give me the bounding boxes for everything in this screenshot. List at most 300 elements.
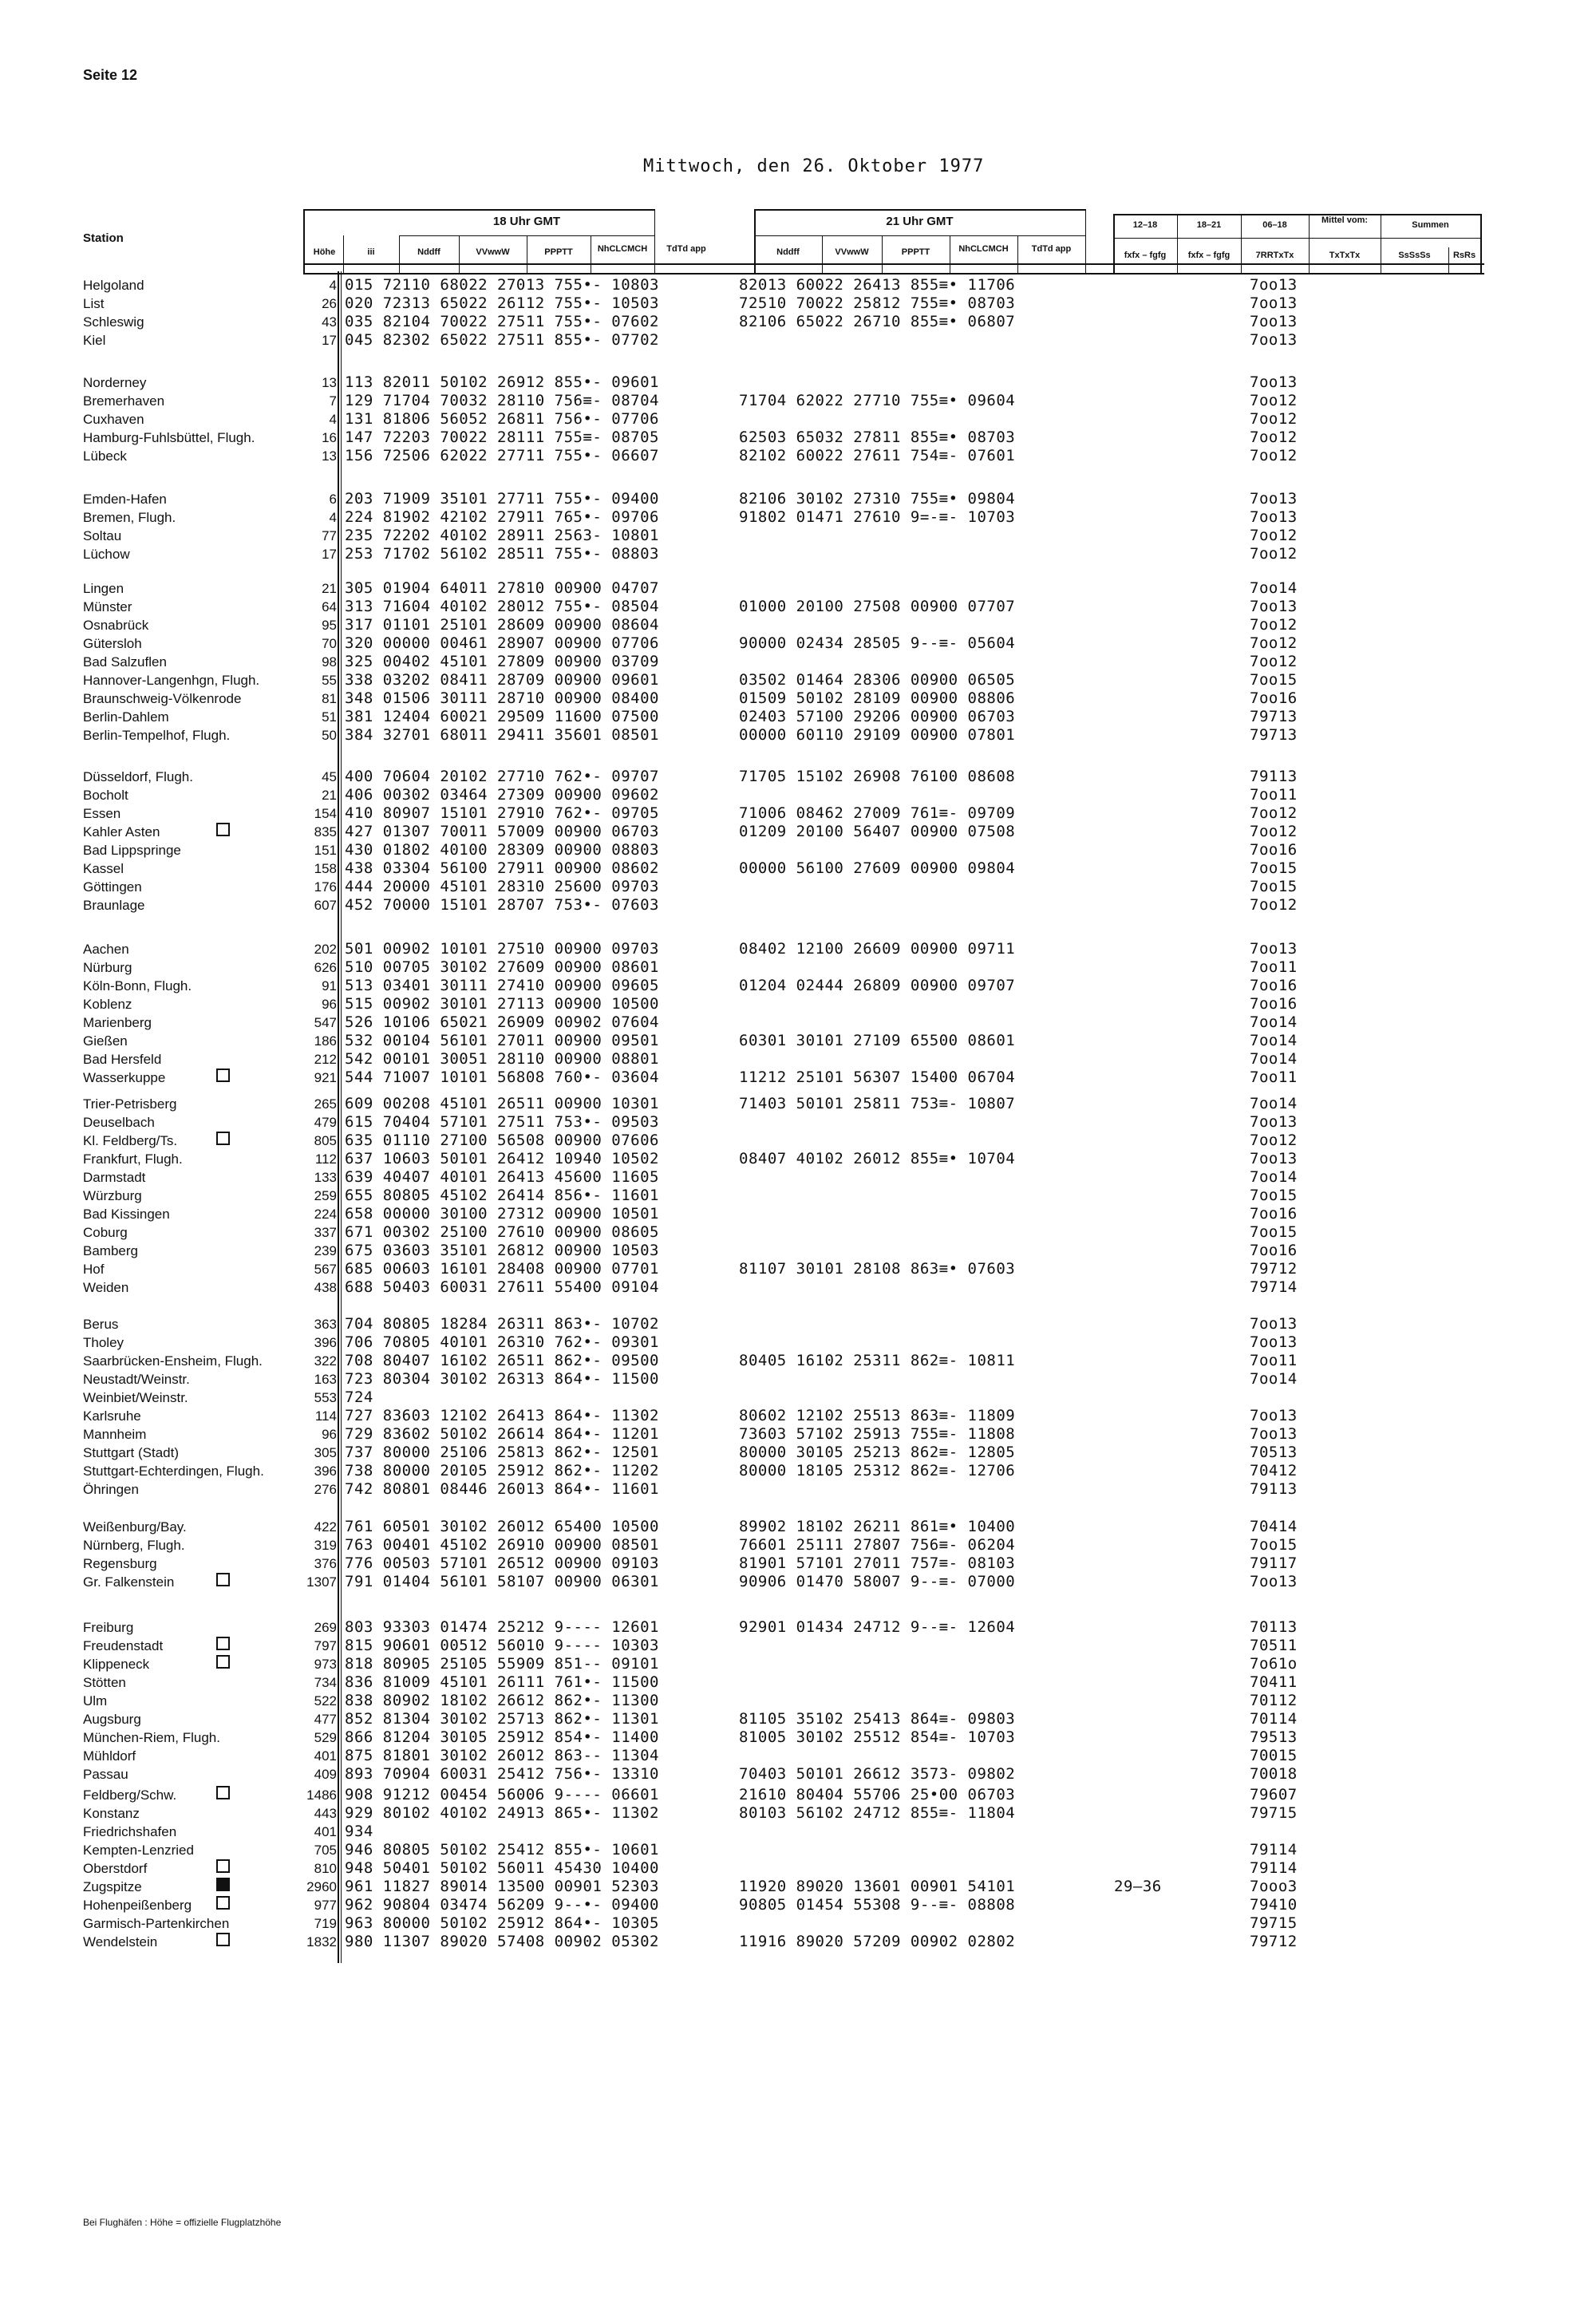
table-row — [0, 1518, 1596, 1536]
mittel-value: 7oo12 — [1250, 653, 1298, 670]
mittel-value: 79714 — [1250, 1278, 1298, 1296]
station-height: 17 — [322, 333, 337, 348]
table-row — [0, 527, 1596, 545]
obs-18-gmt: 515 00902 30101 27113 00900 10500 — [345, 995, 659, 1013]
mittel-value: 7oo13 — [1250, 598, 1298, 615]
station-height: 26 — [322, 296, 337, 311]
mittel-value: 7oo15 — [1250, 1187, 1298, 1204]
obs-18-gmt: 962 90804 03474 56209 9--•- 09400 — [345, 1896, 659, 1914]
mittel-value: 7oo11 — [1250, 786, 1298, 804]
station-name: Norderney — [83, 375, 147, 390]
open-square-icon — [216, 1132, 230, 1145]
obs-21-gmt: 08407 40102 26012 855≡• 10704 — [739, 1150, 1016, 1167]
station-name: Darmstadt — [83, 1170, 146, 1185]
table-row — [0, 1315, 1596, 1333]
mittel-value: 79114 — [1250, 1859, 1298, 1877]
table-row — [0, 1132, 1596, 1150]
open-square-icon — [216, 1933, 230, 1946]
table-row — [0, 1242, 1596, 1260]
station-name: Bad Hersfeld — [83, 1052, 162, 1067]
station-height: 239 — [314, 1243, 337, 1258]
mittel-value: 79114 — [1250, 1841, 1298, 1859]
mittel-value: 70414 — [1250, 1518, 1298, 1535]
station-name: Mühldorf — [83, 1748, 136, 1764]
station-height: 477 — [314, 1712, 337, 1727]
table-row — [0, 1050, 1596, 1069]
station-name: Zugspitze — [83, 1879, 142, 1894]
mittel-value: 7oo12 — [1250, 804, 1298, 822]
obs-18-gmt: 893 70904 60031 25412 756•- 13310 — [345, 1765, 659, 1783]
table-row — [0, 1352, 1596, 1370]
station-group — [0, 579, 1596, 745]
mittel-value: 7oo14 — [1250, 1032, 1298, 1049]
obs-21-gmt: 11212 25101 56307 15400 06704 — [739, 1069, 1016, 1086]
station-height: 154 — [314, 806, 337, 821]
mittel-value: 7oo16 — [1250, 689, 1298, 707]
mittel-value: 7oo13 — [1250, 490, 1298, 508]
obs-18-gmt: 961 11827 89014 13500 00901 52303 — [345, 1878, 659, 1895]
obs-21-gmt: 62503 65032 27811 855≡• 08703 — [739, 429, 1016, 446]
table-row — [0, 545, 1596, 563]
obs-21-gmt: 76601 25111 27807 756≡- 06204 — [739, 1536, 1016, 1554]
station-name: München-Riem, Flugh. — [83, 1730, 220, 1745]
station-group — [0, 1095, 1596, 1297]
station-height: 805 — [314, 1133, 337, 1148]
table-row — [0, 786, 1596, 804]
station-name: Weiden — [83, 1280, 129, 1295]
station-height: 21 — [322, 581, 337, 596]
mittel-value: 7oo13 — [1250, 373, 1298, 391]
table-row — [0, 1095, 1596, 1113]
group-21-header: 21 Uhr GMT — [886, 215, 954, 228]
station-name: Regensburg — [83, 1556, 157, 1571]
col18-ppptt: PPPTT — [544, 247, 573, 257]
station-height: 607 — [314, 898, 337, 913]
obs-18-gmt: 438 03304 56100 27911 00900 08602 — [345, 859, 659, 877]
table-row — [0, 878, 1596, 896]
station-height: 64 — [322, 599, 337, 614]
station-height: 186 — [314, 1033, 337, 1049]
table-row — [0, 1407, 1596, 1425]
station-height: 45 — [322, 769, 337, 784]
station-height: 734 — [314, 1675, 337, 1690]
table-row — [0, 1187, 1596, 1205]
station-name: Stuttgart-Echterdingen, Flugh. — [83, 1464, 264, 1479]
table-row — [0, 1480, 1596, 1499]
station-height: 4 — [329, 412, 337, 427]
obs-18-gmt: 348 01506 30111 28710 00900 08400 — [345, 689, 659, 707]
station-height: 224 — [314, 1207, 337, 1222]
obs-18-gmt: 963 80000 50102 25912 864•- 10305 — [345, 1914, 659, 1932]
obs-18-gmt: 737 80000 25106 25813 862•- 12501 — [345, 1444, 659, 1461]
mittel-value: 7oo14 — [1250, 1050, 1298, 1068]
mittel-value: 7oo13 — [1250, 331, 1298, 349]
station-height: 13 — [322, 448, 337, 464]
station-height: 158 — [314, 861, 337, 876]
mittel-value: 7ooo3 — [1250, 1878, 1298, 1895]
station-name: Weißenburg/Bay. — [83, 1519, 187, 1535]
station-name: Berlin-Tempelhof, Flugh. — [83, 728, 231, 743]
mittel-value: 7oo15 — [1250, 1536, 1298, 1554]
table-row — [0, 579, 1596, 598]
station-height: 43 — [322, 314, 337, 330]
station-height: 276 — [314, 1482, 337, 1497]
station-height: 396 — [314, 1464, 337, 1479]
col18-vvwww: VVwwW — [476, 247, 510, 257]
station-name: Deuselbach — [83, 1115, 155, 1130]
table-row — [0, 1786, 1596, 1804]
mittel-value: 7oo13 — [1250, 276, 1298, 294]
station-height: 921 — [314, 1070, 337, 1085]
table-row — [0, 331, 1596, 350]
obs-21-gmt: 60301 30101 27109 65500 08601 — [739, 1032, 1016, 1049]
obs-18-gmt: 452 70000 15101 28707 753•- 07603 — [345, 896, 659, 914]
station-height: 376 — [314, 1556, 337, 1571]
obs-18-gmt: 946 80805 50102 25412 855•- 10601 — [345, 1841, 659, 1859]
station-name: Braunlage — [83, 898, 145, 913]
obs-18-gmt: 410 80907 15101 27910 762•- 09705 — [345, 804, 659, 822]
table-row — [0, 429, 1596, 447]
obs-18-gmt: 929 80102 40102 24913 865•- 11302 — [345, 1804, 659, 1822]
mittel-value: 7oo14 — [1250, 1168, 1298, 1186]
table-row — [0, 1013, 1596, 1032]
mittel-value: 70112 — [1250, 1692, 1298, 1709]
station-height: 17 — [322, 547, 337, 562]
open-square-icon — [216, 1859, 230, 1873]
station-name: Augsburg — [83, 1712, 141, 1727]
station-height: 7 — [329, 393, 337, 409]
mittel-value: 7oo12 — [1250, 896, 1298, 914]
mittel-value: 70114 — [1250, 1710, 1298, 1728]
mittel-value: 79607 — [1250, 1786, 1298, 1803]
obs-18-gmt: 637 10603 50101 26412 10940 10502 — [345, 1150, 659, 1167]
obs-18-gmt: 035 82104 70022 27511 755•- 07602 — [345, 313, 659, 330]
table-row — [0, 1150, 1596, 1168]
mittel-value: 7oo13 — [1250, 1333, 1298, 1351]
obs-18-gmt: 131 81806 56052 26811 756•- 07706 — [345, 410, 659, 428]
mittel-value: 7oo15 — [1250, 859, 1298, 877]
obs-18-gmt: 609 00208 45101 26511 00900 10301 — [345, 1095, 659, 1112]
mittel-value: 70018 — [1250, 1765, 1298, 1783]
mittel-value: 7oo16 — [1250, 1242, 1298, 1259]
station-name: Bocholt — [83, 788, 128, 803]
station-name: Garmisch-Partenkirchen — [83, 1916, 230, 1931]
station-name: Klippeneck — [83, 1657, 150, 1672]
obs-21-gmt: 03502 01464 28306 00900 06505 — [739, 671, 1016, 689]
station-name: Neustadt/Weinstr. — [83, 1372, 190, 1387]
station-height: 1307 — [306, 1574, 337, 1590]
obs-18-gmt: 501 00902 10101 27510 00900 09703 — [345, 940, 659, 958]
filled-square-icon — [216, 1878, 230, 1891]
station-height: 98 — [322, 654, 337, 670]
mittel-value: 7oo11 — [1250, 1352, 1298, 1369]
station-height: 401 — [314, 1748, 337, 1764]
table-row — [0, 823, 1596, 841]
table-row — [0, 896, 1596, 914]
obs-18-gmt: 542 00101 30051 28110 00900 08801 — [345, 1050, 659, 1068]
col21-clouds: NhCLCMCH — [958, 244, 1009, 254]
open-square-icon — [216, 1573, 230, 1586]
station-height: 322 — [314, 1353, 337, 1369]
station-height: 96 — [322, 997, 337, 1012]
obs-18-gmt: 430 01802 40100 28309 00900 08803 — [345, 841, 659, 859]
mittel-value: 7oo16 — [1250, 1205, 1298, 1223]
obs-18-gmt: 934 — [345, 1823, 373, 1840]
hoehe-header: Höhe — [313, 247, 336, 257]
p1218-header: 12–18 — [1132, 220, 1158, 230]
station-height: 438 — [314, 1280, 337, 1295]
mittel-value: 79712 — [1250, 1260, 1298, 1278]
table-row — [0, 977, 1596, 995]
station-height: 163 — [314, 1372, 337, 1387]
table-row — [0, 1618, 1596, 1637]
station-height: 567 — [314, 1262, 337, 1277]
gust-value: 29–36 — [1114, 1878, 1162, 1895]
mittel-value: 79715 — [1250, 1914, 1298, 1932]
obs-18-gmt: 704 80805 18284 26311 863•- 10702 — [345, 1315, 659, 1333]
mittel-value: 7oo16 — [1250, 977, 1298, 994]
station-name: Saarbrücken-Ensheim, Flugh. — [83, 1353, 263, 1369]
obs-18-gmt: 532 00104 56101 27011 00900 09501 — [345, 1032, 659, 1049]
col18-clouds: NhCLCMCH — [597, 244, 648, 254]
table-row — [0, 708, 1596, 726]
obs-21-gmt: 82013 60022 26413 855≡• 11706 — [739, 276, 1016, 294]
station-height: 547 — [314, 1015, 337, 1030]
sub-header-5: SsSsSs — [1398, 251, 1431, 260]
mittel-value: 7oo13 — [1250, 1113, 1298, 1131]
table-row — [0, 1278, 1596, 1297]
obs-21-gmt: 82106 30102 27310 755≡• 09804 — [739, 490, 1016, 508]
obs-21-gmt: 01209 20100 56407 00900 07508 — [739, 823, 1016, 840]
obs-21-gmt: 82102 60022 27611 754≡- 07601 — [739, 447, 1016, 464]
station-name: Bamberg — [83, 1243, 138, 1258]
col21-dewpoint: TdTd app — [1031, 244, 1072, 254]
obs-18-gmt: 317 01101 25101 28609 00900 08604 — [345, 616, 659, 634]
station-height: 401 — [314, 1824, 337, 1839]
table-row — [0, 804, 1596, 823]
station-name: Bremen, Flugh. — [83, 510, 176, 525]
table-row — [0, 841, 1596, 859]
station-height: 151 — [314, 843, 337, 858]
mittel-value: 7oo13 — [1250, 313, 1298, 330]
table-row — [0, 653, 1596, 671]
p0618-header: 06–18 — [1262, 220, 1287, 230]
table-row — [0, 1823, 1596, 1841]
mittel-value: 79713 — [1250, 708, 1298, 725]
table-row — [0, 1536, 1596, 1554]
station-name: Bad Lippspringe — [83, 843, 181, 858]
station-height: 77 — [322, 528, 337, 543]
station-name: Kempten-Lenzried — [83, 1843, 194, 1858]
obs-18-gmt: 313 71604 40102 28012 755•- 08504 — [345, 598, 659, 615]
obs-18-gmt: 685 00603 16101 28408 00900 07701 — [345, 1260, 659, 1278]
obs-21-gmt: 01204 02444 26809 00900 09707 — [739, 977, 1016, 994]
station-height: 626 — [314, 960, 337, 975]
table-row — [0, 634, 1596, 653]
table-row — [0, 1333, 1596, 1352]
obs-21-gmt: 80000 18105 25312 862≡- 12706 — [739, 1462, 1016, 1479]
mittel-value: 7oo12 — [1250, 1132, 1298, 1149]
mittel-value: 7oo14 — [1250, 579, 1298, 597]
mittel-value: 79113 — [1250, 768, 1298, 785]
station-name: Kahler Asten — [83, 824, 160, 839]
station-name: Feldberg/Schw. — [83, 1787, 177, 1803]
obs-18-gmt: 305 01904 64011 27810 00900 04707 — [345, 579, 659, 597]
obs-21-gmt: 11916 89020 57209 00902 02802 — [739, 1933, 1016, 1950]
mittel-value: 7oo13 — [1250, 294, 1298, 312]
station-height: 4 — [329, 278, 337, 293]
obs-18-gmt: 381 12404 60021 29509 11600 07500 — [345, 708, 659, 725]
table-row — [0, 373, 1596, 392]
station-name: Stötten — [83, 1675, 126, 1690]
station-group — [0, 1618, 1596, 1784]
obs-18-gmt: 615 70404 57101 27511 753•- 09503 — [345, 1113, 659, 1131]
station-name: Passau — [83, 1767, 128, 1782]
table-row — [0, 1896, 1596, 1914]
station-name: Kassel — [83, 861, 124, 876]
obs-18-gmt: 235 72202 40102 28911 2563- 10801 — [345, 527, 659, 544]
obs-18-gmt: 738 80000 20105 25912 862•- 11202 — [345, 1462, 659, 1479]
obs-18-gmt: 325 00402 45101 27809 00900 03709 — [345, 653, 659, 670]
station-name: Hof — [83, 1262, 105, 1277]
obs-18-gmt: 980 11307 89020 57408 00902 05302 — [345, 1933, 659, 1950]
station-name: Soltau — [83, 528, 122, 543]
obs-21-gmt: 00000 60110 29109 00900 07801 — [739, 726, 1016, 744]
station-height: 112 — [314, 1151, 337, 1167]
station-name: Kiel — [83, 333, 106, 348]
obs-18-gmt: 320 00000 00461 28907 00900 07706 — [345, 634, 659, 652]
obs-21-gmt: 71403 50101 25811 753≡- 10807 — [739, 1095, 1016, 1112]
station-name: Weinbiet/Weinstr. — [83, 1390, 188, 1405]
sub-header-4: TxTxTx — [1329, 251, 1361, 260]
obs-21-gmt: 82106 65022 26710 855≡• 06807 — [739, 313, 1016, 330]
station-height: 81 — [322, 691, 337, 706]
mittel-value: 7oo15 — [1250, 878, 1298, 895]
table-row — [0, 616, 1596, 634]
station-name: Lingen — [83, 581, 124, 596]
table-row — [0, 1032, 1596, 1050]
station-name: Karlsruhe — [83, 1408, 141, 1424]
mittel-value: 79715 — [1250, 1804, 1298, 1822]
table-row — [0, 671, 1596, 689]
table-row — [0, 1747, 1596, 1765]
station-height: 396 — [314, 1335, 337, 1350]
obs-18-gmt: 776 00503 57101 26512 00900 09103 — [345, 1554, 659, 1572]
station-height: 553 — [314, 1390, 337, 1405]
station-name: Oberstdorf — [83, 1861, 148, 1876]
obs-18-gmt: 338 03202 08411 28709 00900 09601 — [345, 671, 659, 689]
station-name: Cuxhaven — [83, 412, 144, 427]
table-row — [0, 1878, 1596, 1896]
table-row — [0, 392, 1596, 410]
station-name: Düsseldorf, Flugh. — [83, 769, 193, 784]
station-height: 422 — [314, 1519, 337, 1535]
station-name: Nürburg — [83, 960, 132, 975]
station-group — [0, 1786, 1596, 1951]
station-name: Emden-Hafen — [83, 492, 167, 507]
station-group — [0, 768, 1596, 914]
table-row — [0, 1673, 1596, 1692]
mittel-value: 79113 — [1250, 1480, 1298, 1498]
mittel-value: 7oo12 — [1250, 447, 1298, 464]
obs-21-gmt: 81107 30101 28108 863≡• 07603 — [739, 1260, 1016, 1278]
obs-18-gmt: 671 00302 25100 27610 00900 08605 — [345, 1223, 659, 1241]
obs-21-gmt: 90000 02434 28505 9--≡- 05604 — [739, 634, 1016, 652]
obs-21-gmt: 89902 18102 26211 861≡• 10400 — [739, 1518, 1016, 1535]
obs-18-gmt: 675 03603 35101 26812 00900 10503 — [345, 1242, 659, 1259]
station-name: Wendelstein — [83, 1934, 158, 1949]
station-name: Bad Salzuflen — [83, 654, 167, 670]
table-row — [0, 726, 1596, 745]
col18-nddff: Nddff — [417, 247, 440, 257]
obs-18-gmt: 803 93303 01474 25212 9---- 12601 — [345, 1618, 659, 1636]
obs-18-gmt: 427 01307 70011 57009 00900 06703 — [345, 823, 659, 840]
mittel-value: 7oo12 — [1250, 392, 1298, 409]
station-height: 13 — [322, 375, 337, 390]
obs-18-gmt: 948 50401 50102 56011 45430 10400 — [345, 1859, 659, 1877]
station-name: Mannheim — [83, 1427, 147, 1442]
obs-18-gmt: 045 82302 65022 27511 855•- 07702 — [345, 331, 659, 349]
station-height: 305 — [314, 1445, 337, 1460]
station-height: 363 — [314, 1317, 337, 1332]
mittel-value: 7oo12 — [1250, 634, 1298, 652]
station-name: Trier-Petrisberg — [83, 1096, 177, 1112]
station-name: Freudenstadt — [83, 1638, 164, 1653]
mittel-value: 70513 — [1250, 1444, 1298, 1461]
obs-18-gmt: 655 80805 45102 26414 856•- 11601 — [345, 1187, 659, 1204]
station-name: Hamburg-Fuhlsbüttel, Flugh. — [83, 430, 255, 445]
table-row — [0, 313, 1596, 331]
station-height: 70 — [322, 636, 337, 651]
summen-header: Summen — [1412, 220, 1449, 230]
obs-18-gmt: 727 83603 12102 26413 864•- 11302 — [345, 1407, 659, 1424]
table-row — [0, 1933, 1596, 1951]
obs-18-gmt: 510 00705 30102 27609 00900 08601 — [345, 958, 659, 976]
station-name: Coburg — [83, 1225, 128, 1240]
obs-21-gmt: 01509 50102 28109 00900 08806 — [739, 689, 1016, 707]
station-height: 21 — [322, 788, 337, 803]
mittel-value: 7oo11 — [1250, 958, 1298, 976]
obs-21-gmt: 92901 01434 24712 9--≡- 12604 — [739, 1618, 1016, 1636]
mittel-value: 7oo12 — [1250, 545, 1298, 563]
open-square-icon — [216, 1786, 230, 1799]
col21-nddff: Nddff — [776, 247, 800, 257]
obs-21-gmt: 81005 30102 25512 854≡- 10703 — [739, 1728, 1016, 1746]
mittel-value: 79713 — [1250, 726, 1298, 744]
mittel-value: 7oo14 — [1250, 1370, 1298, 1388]
station-height: 96 — [322, 1427, 337, 1442]
obs-21-gmt: 80103 56102 24712 855≡- 11804 — [739, 1804, 1016, 1822]
station-group — [0, 940, 1596, 1087]
obs-18-gmt: 513 03401 30111 27410 00900 09605 — [345, 977, 659, 994]
table-row — [0, 447, 1596, 465]
obs-21-gmt: 00000 56100 27609 00900 09804 — [739, 859, 1016, 877]
mittel-value: 7oo14 — [1250, 1013, 1298, 1031]
table-row — [0, 1765, 1596, 1784]
station-name: Öhringen — [83, 1482, 139, 1497]
station-group — [0, 276, 1596, 350]
mittel-value: 7oo13 — [1250, 508, 1298, 526]
station-height: 797 — [314, 1638, 337, 1653]
table-row — [0, 859, 1596, 878]
obs-18-gmt: 020 72313 65022 26112 755•- 10503 — [345, 294, 659, 312]
sub-header-1: fxfx – fgfg — [1124, 251, 1167, 260]
station-height: 973 — [314, 1657, 337, 1672]
station-name: Freiburg — [83, 1620, 134, 1635]
mittel-value: 7oo12 — [1250, 429, 1298, 446]
table-row — [0, 1444, 1596, 1462]
station-name: Braunschweig-Völkenrode — [83, 691, 242, 706]
